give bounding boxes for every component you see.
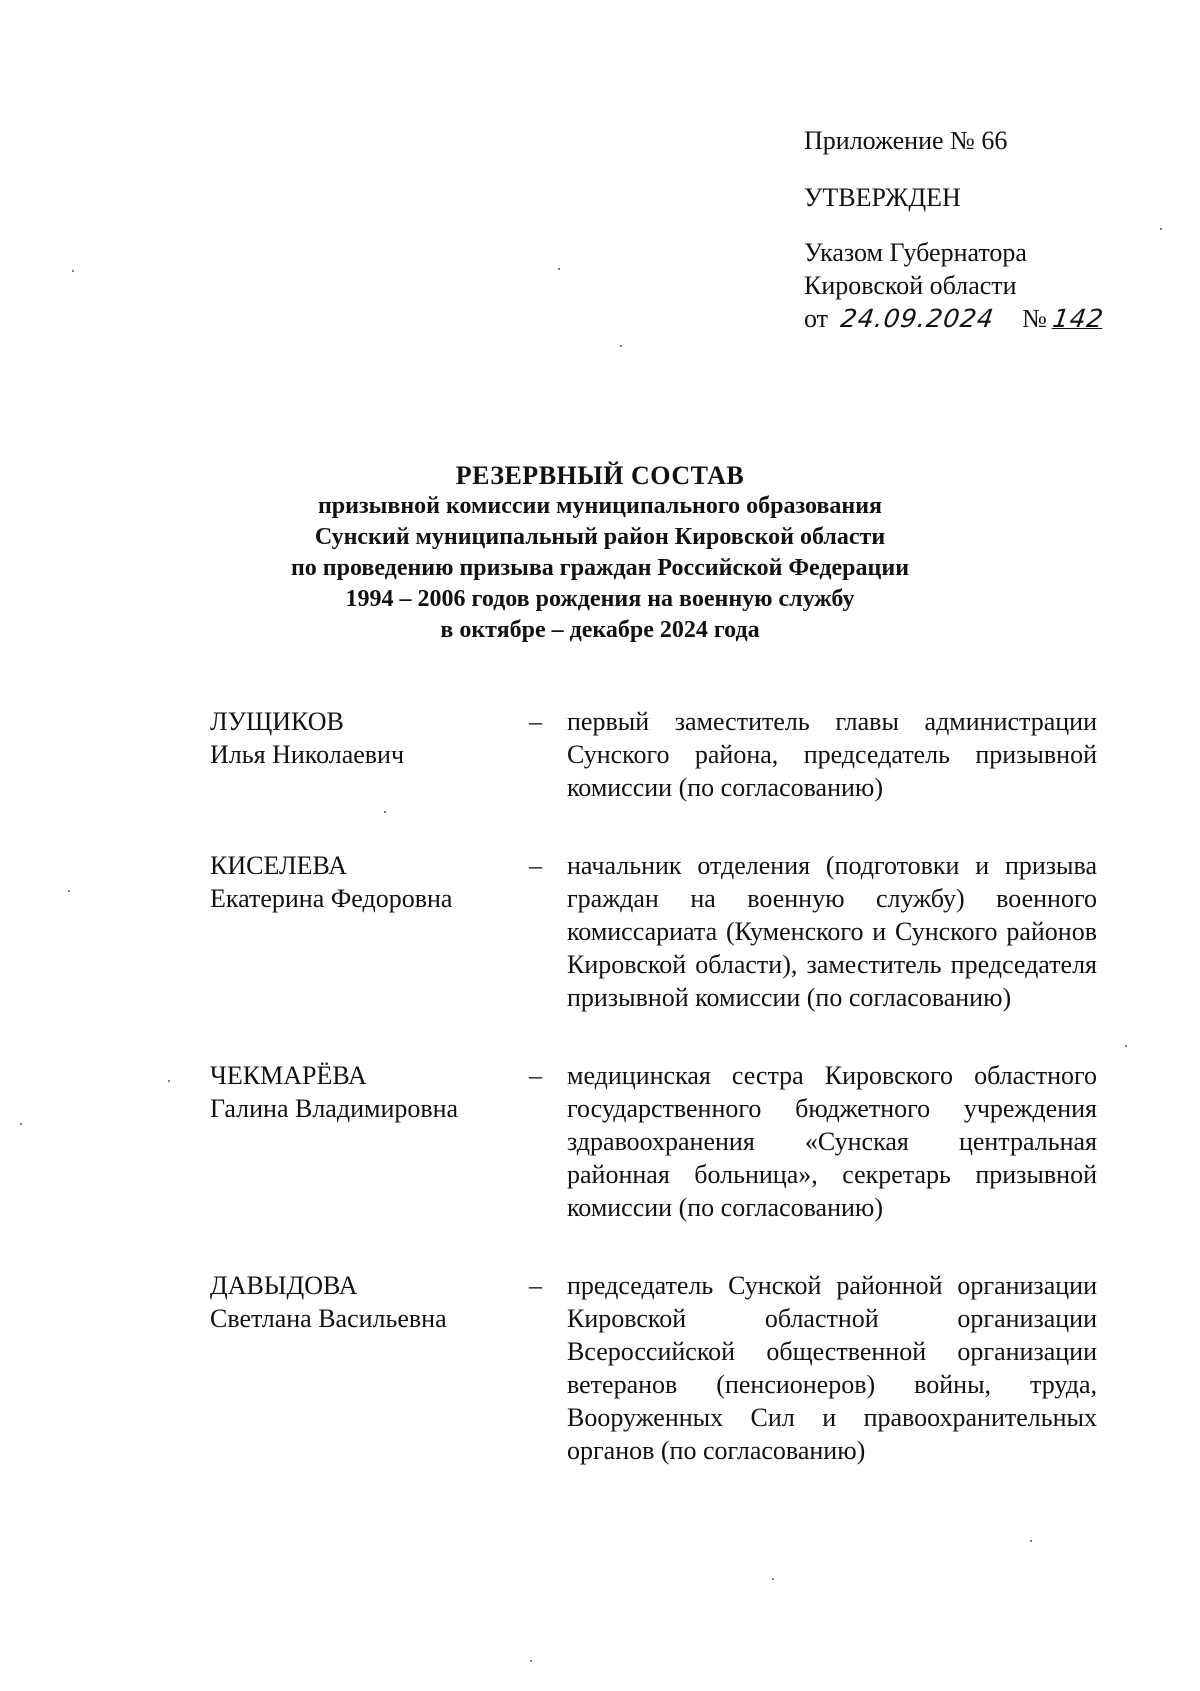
scan-speck <box>384 811 386 813</box>
member-given-name: Светлана Васильевна <box>210 1304 447 1333</box>
member-role: первый заместитель главы администрации Сунского района, председатель призывной комиссии (по согласованию) <box>567 707 1097 802</box>
member-dash: – <box>529 707 542 736</box>
title-line-1: призывной комиссии муниципального образования <box>317 493 883 519</box>
scan-speck <box>558 268 560 270</box>
scan-speck <box>530 1660 532 1662</box>
member-surname: ДАВЫДОВА <box>210 1271 358 1300</box>
title-line-4: 1994 – 2006 годов рождения на военную службу <box>345 586 855 612</box>
scan-speck <box>168 1080 170 1082</box>
handwritten-date: 24.09.2024 <box>838 304 996 333</box>
member-name <box>210 849 525 1014</box>
member-entry <box>210 705 1130 804</box>
title-line-2: Сунский муниципальный район Кировской области <box>314 524 886 550</box>
handwritten-number: 142 <box>1051 304 1107 333</box>
member-role: председатель Сунской районной организации Кировской областной организации Всероссийской общественной организации ветеранов (пенсионеров) войны, труда, Вооруженных Сил и правоохранительных органов (по согласованию) <box>567 1271 1097 1465</box>
member-entry <box>210 849 1130 1014</box>
from-prefix: от <box>804 304 829 333</box>
member-dash: – <box>529 1271 542 1300</box>
member-role: медицинская сестра Кировского областного государственного бюджетного учреждения здравоохранения «Сунская центральная районная больница», секретарь призывной комиссии (по согласованию) <box>567 1061 1097 1222</box>
member-entry <box>210 1269 1130 1467</box>
scan-speck <box>1160 228 1162 230</box>
scan-speck <box>1125 1045 1127 1047</box>
title-main: РЕЗЕРВНЫЙ СОСТАВ <box>455 461 745 490</box>
document-title <box>200 460 1000 646</box>
approved-label: УТВЕРЖДЕН <box>804 183 961 212</box>
scan-speck <box>620 345 622 347</box>
member-name <box>210 1269 525 1467</box>
member-surname: ЛУЩИКОВ <box>210 707 344 736</box>
title-line-5: в октябре – декабре 2024 года <box>440 617 760 643</box>
scan-speck <box>20 1123 22 1125</box>
members-list <box>210 705 1130 1467</box>
member-name <box>210 705 525 804</box>
member-surname: ЧЕКМАРЁВА <box>210 1061 367 1090</box>
member-surname: КИСЕЛЕВА <box>210 851 347 880</box>
number-prefix: № <box>1022 304 1047 333</box>
member-given-name: Екатерина Федоровна <box>210 884 453 913</box>
member-given-name: Илья Николаевич <box>210 740 405 769</box>
member-given-name: Галина Владимировна <box>210 1094 459 1123</box>
approval-block <box>804 124 1144 335</box>
decree-line-2: Кировской области <box>804 271 1017 300</box>
scan-speck <box>1030 1540 1032 1542</box>
member-dash: – <box>529 851 542 880</box>
member-dash: – <box>529 1061 542 1090</box>
scan-speck <box>772 1578 774 1580</box>
member-name <box>210 1059 525 1224</box>
scan-speck <box>68 890 70 892</box>
title-line-3: по проведению призыва граждан Российской Федерации <box>290 555 910 581</box>
scan-speck <box>72 270 74 272</box>
decree-line-1: Указом Губернатора <box>804 238 1027 267</box>
appendix-label: Приложение № 66 <box>804 126 1008 155</box>
member-entry <box>210 1059 1130 1224</box>
member-role: начальник отделения (подготовки и призыва граждан на военную службу) военного комиссариата (Куменского и Сунского районов Кировской области), заместитель председателя призывной комиссии (по согласованию) <box>567 851 1097 1012</box>
decree-date-line <box>804 302 1144 335</box>
